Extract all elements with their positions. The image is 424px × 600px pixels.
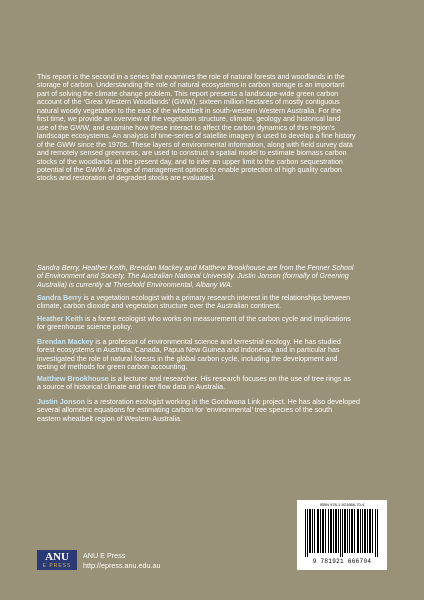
bio-line	[37, 375, 387, 383]
bio-line: a source of historical climate and river flow data in Australia.	[37, 383, 226, 392]
barcode-bars	[305, 509, 379, 557]
bio-text: is a lecturer and researcher. His research focuses on the use of tree rings as	[108, 375, 351, 383]
blurb-line: potential of the GWW. A range of management options to enable protection of high quality carbon	[37, 165, 342, 174]
bio-heather-keith	[37, 315, 387, 332]
bio-text: is a restoration ecologist working in the Gondwana Link project. He has also developed	[85, 398, 360, 406]
bio-line	[37, 294, 387, 302]
publisher-url[interactable]: http://epress.anu.edu.au	[83, 561, 161, 570]
bio-name: Matthew Brookhouse	[37, 375, 109, 383]
bio-text: is a professor of environmental science and terrestrial ecology. He has studied	[93, 338, 341, 346]
bio-name: Brendan Mackey	[37, 338, 94, 346]
blurb-line: use of the GWW, and examine how these interact to affect the carbon dynamics of this region’s	[37, 123, 335, 132]
blurb-line: natural woody vegetation to the east of the wheatbelt in south-western Western Australia. For the	[37, 106, 341, 115]
bio-line: investigated the role of natural forests in the global carbon cycle, including the development and	[37, 354, 338, 363]
bio-brendan-mackey	[37, 338, 387, 372]
anu-epress-logo	[37, 550, 77, 570]
bio-justin-jonson	[37, 398, 387, 423]
logo-epress-text: E PRESS	[42, 563, 72, 569]
bio-line	[37, 398, 387, 406]
bio-line: climate, carbon dioxide and vegetation structure over the Australian continent.	[37, 302, 282, 311]
authors-note-line: Sandra Berry, Heather Keith, Brendan Mackey and Matthew Brookhouse are from the Fenner School	[37, 264, 354, 272]
publisher-name: ANU E Press	[83, 551, 126, 560]
isbn-label: ISBN 978-1-921666-70-4	[319, 502, 365, 507]
bio-line	[37, 315, 387, 323]
blurb-line: part of solving the climate change problem. This report presents a landscape-wide green carbon	[37, 89, 339, 98]
blurb-line: of the GWW since the 1970s. These layers of environmental information, along with field survey data	[37, 140, 353, 149]
blurb-paragraph	[37, 73, 387, 183]
logo-anu-text: ANU	[45, 551, 69, 563]
blurb-line: account of the ‘Great Western Woodlands’ (GWW), sixteen million hectares of mostly contiguous	[37, 98, 340, 107]
blurb-line: landscape ecosystems. An analysis of time-series of satellite imagery is used to develop a fine history	[37, 132, 356, 141]
bio-sandra-berry	[37, 294, 387, 311]
blurb-line: first time, we provide an overview of the vegetation structure, climate, geology and historical land	[37, 115, 341, 124]
barcode-digits: 9 781921 666704	[312, 558, 372, 565]
authors-note-line: Australia) is currently at Threshold Environmental, Albany WA.	[37, 280, 233, 289]
authors-note-line: of Environment and Society, The Australian National University. Justin Jonson (formally of Greening	[37, 272, 349, 281]
blurb-line: stocks and restoration of degraded stocks are evaluated.	[37, 174, 216, 183]
bio-text: is a vegetation ecologist with a primary research interest in the relationships between	[81, 294, 351, 302]
bio-line: eastern wheatbelt region of Western Australia.	[37, 414, 182, 423]
blurb-line: stocks of the woodlands at the present day, and to infer an upper limit to the carbon sequestration	[37, 157, 343, 166]
bio-name: Sandra Berry	[37, 294, 82, 302]
bio-name: Heather Keith	[37, 315, 84, 323]
bio-line: several allometric equations for estimating carbon for ‘environmental’ tree species of the south	[37, 406, 333, 415]
blurb-line: This report is the second in a series that examines the role of natural forests and woodlands in the	[37, 73, 345, 81]
bio-text: is a forest ecologist who works on measurement of the carbon cycle and implications	[83, 315, 351, 323]
blurb-line: storage of carbon. Understanding the role of natural ecosystems in carbon storage is an important	[37, 81, 345, 90]
bio-line: forest ecosystems in Australia, Canada, Papua New Guinea and Indonesia, and in particular has	[37, 346, 340, 355]
bio-name: Justin Jonson	[37, 398, 86, 406]
blurb-line: and remotely sensed greenness, are used to construct a spatial model to estimate biomass carbon	[37, 149, 347, 158]
isbn-barcode	[297, 500, 387, 570]
bio-line: testing of methods for green carbon accounting.	[37, 363, 188, 372]
bio-matthew-brookhouse	[37, 375, 387, 392]
bio-line: for greenhouse science policy.	[37, 323, 133, 332]
authors-affiliation-note	[37, 264, 387, 289]
bio-line	[37, 338, 387, 346]
